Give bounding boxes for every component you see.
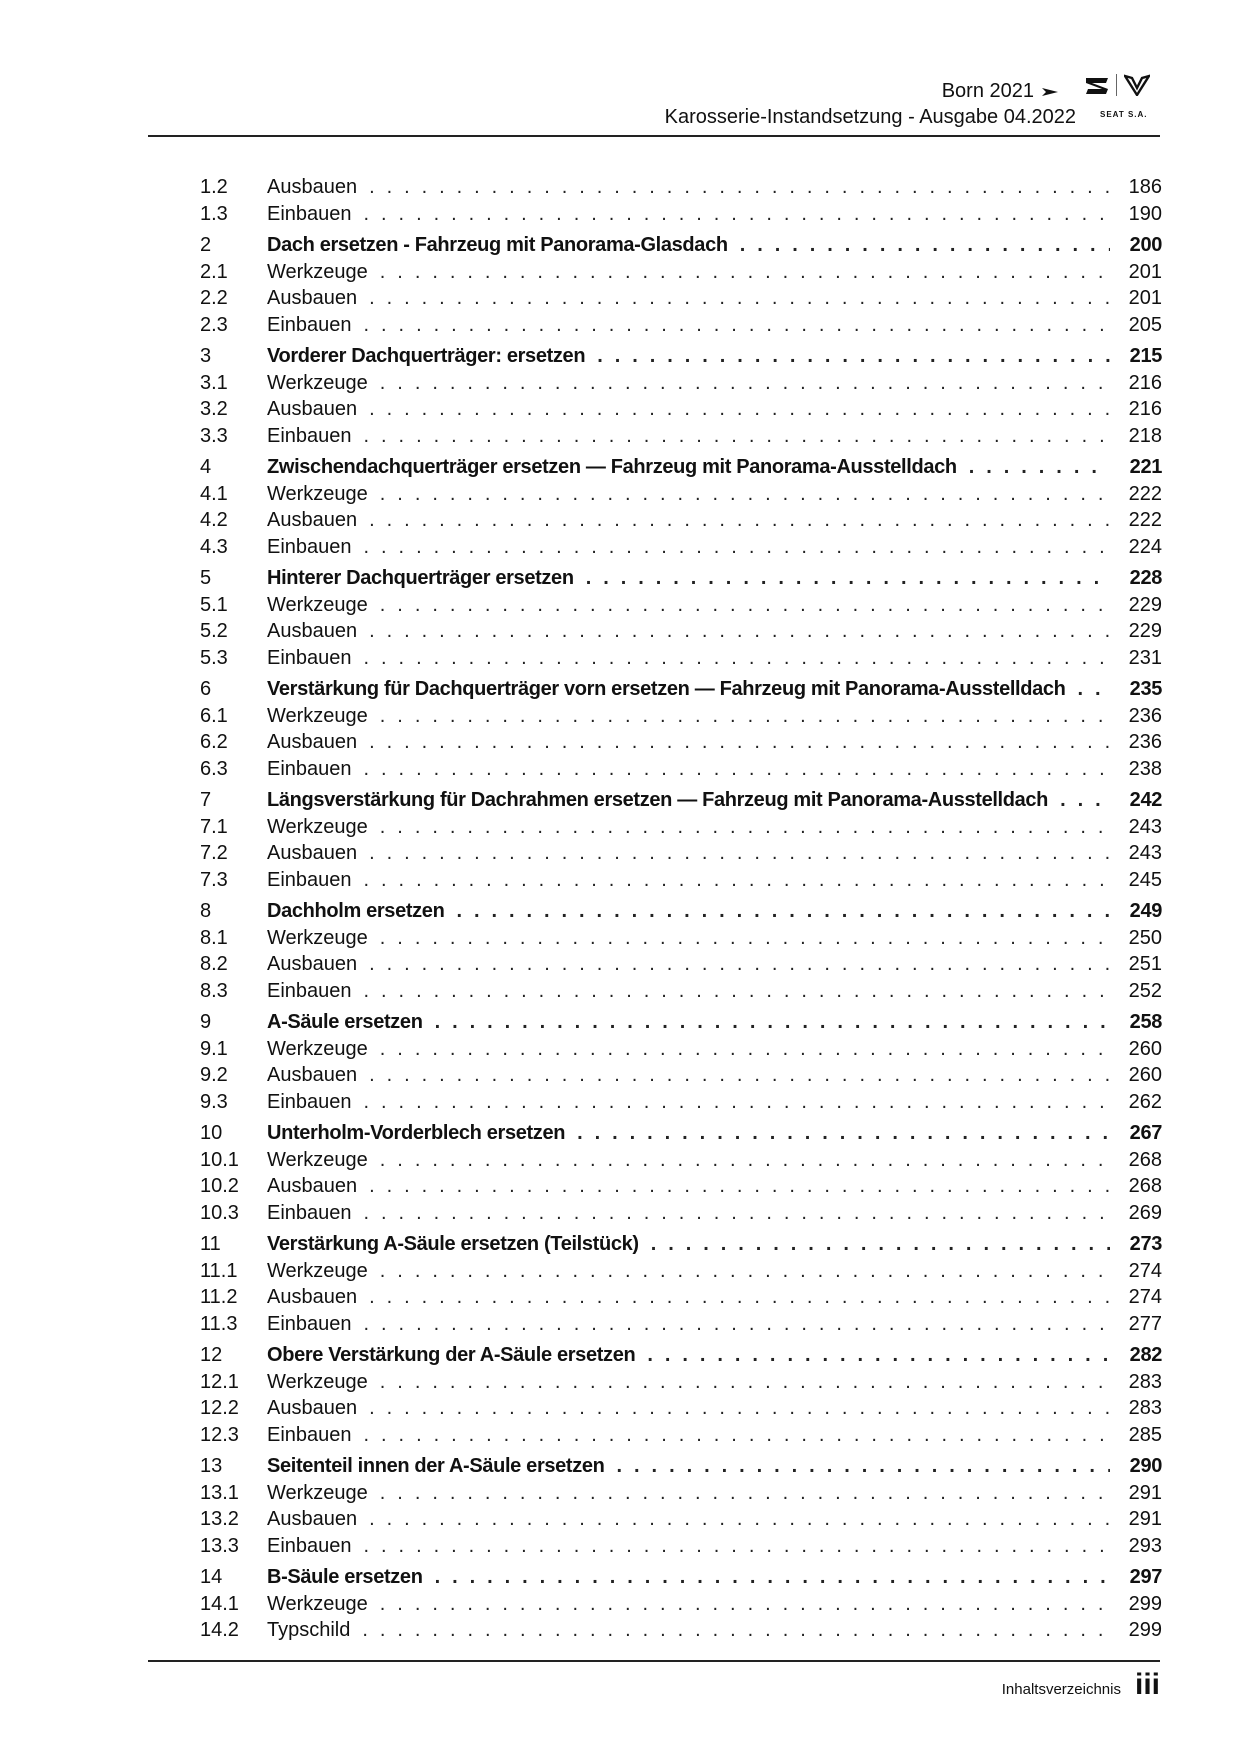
toc-number: 4 — [200, 456, 212, 478]
toc-entry-row[interactable] — [200, 645, 1162, 672]
toc-page-number: 291 — [1128, 1508, 1162, 1530]
toc-entry-row[interactable] — [200, 396, 1162, 423]
toc-chapter-row[interactable] — [200, 676, 1162, 703]
toc-title: Einbauen — [267, 979, 352, 1002]
toc-number: 9.2 — [200, 1064, 228, 1086]
toc-number: 13 — [200, 1455, 223, 1477]
toc-leader-dots — [364, 1089, 1110, 1116]
toc-number: 3.1 — [200, 371, 228, 394]
toc-page-number: 190 — [1128, 202, 1162, 225]
toc-leader-dots — [369, 840, 1110, 867]
toc-number: 14 — [200, 1566, 223, 1588]
toc-number: 5.2 — [200, 620, 228, 642]
toc-page-number: 243 — [1128, 842, 1162, 864]
toc-title: Einbauen — [267, 1423, 352, 1446]
cupra-logo-icon — [1124, 74, 1150, 96]
toc-title: Dachholm ersetzen — [267, 900, 445, 922]
toc-entry-row[interactable] — [200, 507, 1162, 534]
toc-leader-dots — [969, 454, 1110, 481]
toc-chapter-row[interactable] — [200, 343, 1162, 370]
page-header — [148, 70, 1160, 136]
toc-title: Ausbauen — [267, 509, 358, 531]
toc-chapter — [200, 1453, 1162, 1559]
toc-number: 4.3 — [200, 535, 228, 558]
toc-title: Einbauen — [267, 646, 352, 669]
toc-page-number: 201 — [1128, 287, 1162, 309]
toc-title: Einbauen — [267, 868, 352, 891]
toc-leader-dots — [364, 423, 1110, 450]
toc-title: Einbauen — [267, 1534, 352, 1557]
toc-chapter — [200, 174, 1162, 227]
toc-title: B-Säule ersetzen — [267, 1566, 423, 1588]
toc-leader-dots — [369, 1395, 1110, 1422]
toc-entry-row[interactable] — [200, 1591, 1162, 1618]
toc-leader-dots — [380, 370, 1110, 397]
toc-chapter — [200, 1564, 1162, 1644]
toc-title: Ausbauen — [267, 1286, 358, 1308]
toc-number: 6.3 — [200, 757, 228, 780]
toc-number: 14.1 — [200, 1592, 239, 1615]
toc-leader-dots — [369, 729, 1110, 756]
toc-leader-dots — [369, 1506, 1110, 1533]
header-manual-title: Karosserie-Instandsetzung - Ausgabe 04.2022 — [664, 106, 1076, 128]
toc-number: 10.3 — [200, 1201, 239, 1224]
toc-page-number: 228 — [1129, 567, 1162, 589]
toc-page-number: 221 — [1129, 456, 1162, 478]
toc-leader-dots — [369, 951, 1110, 978]
toc-leader-dots — [380, 1258, 1110, 1285]
toc-number: 8.3 — [200, 979, 228, 1002]
toc-page-number: 216 — [1128, 371, 1162, 394]
toc-number: 8.2 — [200, 953, 228, 975]
toc-chapter-row[interactable] — [200, 232, 1162, 259]
toc-chapter-row[interactable] — [200, 565, 1162, 592]
toc-title: Seitenteil innen der A-Säule ersetzen — [267, 1455, 605, 1477]
toc-title: Werkzeuge — [267, 704, 368, 727]
toc-title: Werkzeuge — [267, 926, 368, 949]
toc-leader-dots — [380, 814, 1110, 841]
toc-title: Werkzeuge — [267, 1370, 368, 1393]
toc-entry-row[interactable] — [200, 1311, 1162, 1338]
toc-title: Typschild — [267, 1619, 351, 1641]
toc-entry-row[interactable] — [200, 1173, 1162, 1200]
toc-title: Werkzeuge — [267, 815, 368, 838]
toc-page-number: 260 — [1128, 1037, 1162, 1060]
toc-leader-dots — [456, 898, 1110, 925]
toc-number: 9.1 — [200, 1037, 228, 1060]
toc-leader-dots — [364, 867, 1110, 894]
toc-page-number: 297 — [1129, 1566, 1162, 1588]
toc-title: Ausbauen — [267, 1175, 358, 1197]
toc-page-number: 242 — [1129, 789, 1162, 811]
toc-page-number: 299 — [1128, 1619, 1162, 1641]
toc-leader-dots — [577, 1120, 1110, 1147]
toc-entry-row[interactable] — [200, 1533, 1162, 1560]
toc-entry-row[interactable] — [200, 703, 1162, 730]
toc-chapter-row[interactable] — [200, 1564, 1162, 1591]
toc-chapter-row[interactable] — [200, 1342, 1162, 1369]
footer-page-number: iii — [1134, 1668, 1160, 1701]
toc-entry-row[interactable] — [200, 1395, 1162, 1422]
toc-leader-dots — [380, 925, 1110, 952]
toc-number: 13.3 — [200, 1534, 239, 1557]
toc-number: 7.1 — [200, 815, 228, 838]
toc-leader-dots — [369, 396, 1110, 423]
toc-number: 8.1 — [200, 926, 228, 949]
toc-number: 7.3 — [200, 868, 228, 891]
toc-page-number: 267 — [1129, 1122, 1162, 1144]
toc-title: Zwischendachquerträger ersetzen — Fahrzeug mit Panorama-Ausstelldach — [267, 456, 957, 478]
toc-number: 11 — [200, 1233, 221, 1255]
toc-entry-row[interactable] — [200, 370, 1162, 397]
toc-number: 6 — [200, 678, 212, 700]
toc-leader-dots — [380, 259, 1110, 286]
toc-leader-dots — [364, 534, 1110, 561]
toc-entry-row[interactable] — [200, 1147, 1162, 1174]
toc-page-number: 291 — [1128, 1481, 1162, 1504]
toc-number: 2 — [200, 234, 212, 256]
toc-number: 10 — [200, 1122, 223, 1144]
toc-chapter — [200, 565, 1162, 671]
toc-leader-dots — [369, 1284, 1110, 1311]
toc-entry-row[interactable] — [200, 756, 1162, 783]
toc-leader-dots — [435, 1009, 1110, 1036]
toc-number: 5.3 — [200, 646, 228, 669]
toc-title: A-Säule ersetzen — [267, 1011, 423, 1033]
toc-leader-dots — [369, 507, 1110, 534]
toc-page-number: 269 — [1128, 1201, 1162, 1224]
toc-title: Hinterer Dachquerträger ersetzen — [267, 567, 574, 589]
toc-entry-row[interactable] — [200, 618, 1162, 645]
toc-leader-dots — [647, 1342, 1110, 1369]
toc-entry-row[interactable] — [200, 201, 1162, 228]
toc-title: Werkzeuge — [267, 1037, 368, 1060]
toc-title: Werkzeuge — [267, 371, 368, 394]
toc-page-number: 200 — [1129, 234, 1162, 256]
toc-chapter — [200, 898, 1162, 1004]
footer-section-title: Inhaltsverzeichnis — [1001, 1681, 1121, 1698]
toc-title: Werkzeuge — [267, 1592, 368, 1615]
toc-page-number: 252 — [1128, 979, 1162, 1002]
toc-page-number: 231 — [1128, 646, 1162, 669]
toc-title: Einbauen — [267, 424, 352, 447]
toc-entry-row[interactable] — [200, 867, 1162, 894]
toc-number: 13.1 — [200, 1481, 239, 1504]
toc-title: Ausbauen — [267, 842, 358, 864]
toc-page-number: 236 — [1128, 731, 1162, 753]
toc-number: 6.2 — [200, 731, 228, 753]
brand-logos — [1080, 70, 1160, 134]
toc-page-number: 274 — [1128, 1286, 1162, 1308]
toc-page-number: 250 — [1128, 926, 1162, 949]
toc-number: 10.2 — [200, 1175, 239, 1197]
toc-page-number: 260 — [1128, 1064, 1162, 1086]
toc-number: 3.3 — [200, 424, 228, 447]
toc-number: 11.3 — [200, 1312, 238, 1335]
toc-title: Werkzeuge — [267, 482, 368, 505]
toc-entry-row[interactable] — [200, 951, 1162, 978]
toc-title: Einbauen — [267, 202, 352, 225]
toc-chapter — [200, 787, 1162, 893]
toc-chapter — [200, 454, 1162, 560]
toc-chapter — [200, 232, 1162, 338]
toc-number: 5 — [200, 567, 212, 589]
toc-chapter-row[interactable] — [200, 1231, 1162, 1258]
toc-title: Ausbauen — [267, 620, 358, 642]
toc-leader-dots — [364, 1200, 1110, 1227]
toc-number: 13.2 — [200, 1508, 239, 1530]
toc-page-number: 273 — [1129, 1233, 1162, 1255]
toc-leader-dots — [369, 285, 1110, 312]
toc-page-number: 282 — [1129, 1344, 1162, 1366]
toc-entry-row[interactable] — [200, 285, 1162, 312]
toc-title: Werkzeuge — [267, 1259, 368, 1282]
toc-title: Werkzeuge — [267, 593, 368, 616]
page-footer — [1002, 1668, 1160, 1702]
toc-page-number: 283 — [1128, 1370, 1162, 1393]
toc-title: Einbauen — [267, 1312, 352, 1335]
toc-page-number: 249 — [1129, 900, 1162, 922]
toc-leader-dots — [369, 1173, 1110, 1200]
toc-page-number: 201 — [1128, 260, 1162, 283]
toc-leader-dots — [369, 1062, 1110, 1089]
toc-title: Einbauen — [267, 1090, 352, 1113]
toc-number: 12 — [200, 1344, 223, 1366]
toc-leader-dots — [364, 756, 1110, 783]
toc-title: Ausbauen — [267, 731, 358, 753]
toc-number: 11.1 — [200, 1259, 238, 1282]
toc-number: 4.1 — [200, 482, 228, 505]
toc-page-number: 251 — [1128, 953, 1162, 975]
toc-entry-row[interactable] — [200, 423, 1162, 450]
footer-divider — [148, 1660, 1160, 1662]
toc-title: Unterholm-Vorderblech ersetzen — [267, 1122, 566, 1144]
toc-page-number: 245 — [1128, 868, 1162, 891]
brand-separator — [1116, 74, 1117, 96]
toc-page-number: 283 — [1128, 1397, 1162, 1419]
toc-leader-dots — [362, 1617, 1110, 1644]
toc-chapter — [200, 1231, 1162, 1337]
toc-leader-dots — [740, 232, 1110, 259]
toc-entry-row[interactable] — [200, 312, 1162, 339]
toc-number: 3.2 — [200, 398, 228, 420]
seat-logo-icon — [1084, 76, 1110, 96]
toc-chapter — [200, 676, 1162, 782]
toc-number: 12.2 — [200, 1397, 239, 1419]
toc-title: Vorderer Dachquerträger: ersetzen — [267, 345, 586, 367]
toc-title: Längsverstärkung für Dachrahmen ersetzen — Fahrzeug mit Panorama-Ausstelldach — [267, 789, 1049, 811]
toc-leader-dots — [435, 1564, 1110, 1591]
toc-entry-row[interactable] — [200, 1284, 1162, 1311]
toc-title: Ausbauen — [267, 1397, 358, 1419]
toc-leader-dots — [380, 481, 1110, 508]
toc-entry-row[interactable] — [200, 1506, 1162, 1533]
toc-leader-dots — [651, 1231, 1110, 1258]
toc-number: 12.3 — [200, 1423, 239, 1446]
header-model: Born 2021 — [941, 80, 1034, 102]
toc-entry-row[interactable] — [200, 925, 1162, 952]
toc-entry-row[interactable] — [200, 1062, 1162, 1089]
toc-number: 1.2 — [200, 176, 228, 198]
toc-page-number: 215 — [1129, 345, 1162, 367]
toc-page-number: 229 — [1128, 593, 1162, 616]
toc-page-number: 285 — [1128, 1423, 1162, 1446]
toc-entry-row[interactable] — [200, 592, 1162, 619]
toc-leader-dots — [369, 618, 1110, 645]
toc-chapter-row[interactable] — [200, 454, 1162, 481]
toc-page-number: 229 — [1128, 620, 1162, 642]
toc-title: Einbauen — [267, 313, 352, 336]
toc-title: Einbauen — [267, 535, 352, 558]
toc-entry-row[interactable] — [200, 1617, 1162, 1644]
toc-chapter-row[interactable] — [200, 1009, 1162, 1036]
toc-leader-dots — [1078, 676, 1110, 703]
toc-title: Verstärkung für Dachquerträger vorn ersetzen — Fahrzeug mit Panorama-Ausstelldach — [267, 678, 1066, 700]
toc-leader-dots — [380, 1369, 1110, 1396]
toc-number: 4.2 — [200, 509, 228, 531]
toc-title: Einbauen — [267, 1201, 352, 1224]
toc-entry-row[interactable] — [200, 1369, 1162, 1396]
toc-entry-row[interactable] — [200, 1258, 1162, 1285]
toc-title: Verstärkung A-Säule ersetzen (Teilstück) — [267, 1233, 639, 1255]
toc-leader-dots — [364, 201, 1110, 228]
toc-title: Obere Verstärkung der A-Säule ersetzen — [267, 1344, 636, 1366]
toc-chapter-row[interactable] — [200, 1453, 1162, 1480]
toc-entry-row[interactable] — [200, 481, 1162, 508]
toc-title: Werkzeuge — [267, 1481, 368, 1504]
toc-title: Einbauen — [267, 757, 352, 780]
toc-page-number: 186 — [1128, 176, 1162, 198]
toc-leader-dots — [380, 1147, 1110, 1174]
toc-number: 11.2 — [200, 1286, 238, 1308]
toc-page-number: 224 — [1128, 535, 1162, 558]
toc-chapter — [200, 1009, 1162, 1115]
header-model-line — [942, 80, 1060, 103]
toc-number: 8 — [200, 900, 212, 922]
toc-chapter-row[interactable] — [200, 898, 1162, 925]
toc-page-number: 290 — [1129, 1455, 1162, 1477]
toc-number: 10.1 — [200, 1148, 239, 1171]
toc-title: Ausbauen — [267, 176, 358, 198]
toc-page-number: 216 — [1128, 398, 1162, 420]
toc-title: Ausbauen — [267, 1064, 358, 1086]
toc-leader-dots — [364, 645, 1110, 672]
toc-leader-dots — [364, 312, 1110, 339]
toc-number: 14.2 — [200, 1619, 239, 1641]
toc-number: 2.1 — [200, 260, 228, 283]
toc-number: 1.3 — [200, 202, 228, 225]
toc-page-number: 262 — [1128, 1090, 1162, 1113]
toc-page-number: 222 — [1128, 509, 1162, 531]
toc-number: 5.1 — [200, 593, 228, 616]
toc-page-number: 277 — [1128, 1312, 1162, 1335]
toc-leader-dots — [586, 565, 1110, 592]
toc-entry-row[interactable] — [200, 814, 1162, 841]
toc-page-number: 243 — [1128, 815, 1162, 838]
toc-leader-dots — [369, 174, 1110, 201]
toc-number: 3 — [200, 345, 212, 367]
toc-page-number: 268 — [1128, 1148, 1162, 1171]
toc-title: Werkzeuge — [267, 260, 368, 283]
toc-entry-row[interactable] — [200, 729, 1162, 756]
toc-number: 9.3 — [200, 1090, 228, 1113]
toc-page-number: 268 — [1128, 1175, 1162, 1197]
toc-leader-dots — [380, 1036, 1110, 1063]
toc-entry-row[interactable] — [200, 534, 1162, 561]
toc-page-number: 222 — [1128, 482, 1162, 505]
toc-leader-dots — [380, 1480, 1110, 1507]
toc-entry-row[interactable] — [200, 259, 1162, 286]
toc-title: Werkzeuge — [267, 1148, 368, 1171]
toc-leader-dots — [364, 978, 1110, 1005]
toc-chapter-row[interactable] — [200, 1120, 1162, 1147]
toc-chapter — [200, 1342, 1162, 1448]
toc-page-number: 299 — [1128, 1592, 1162, 1615]
toc-title: Ausbauen — [267, 953, 358, 975]
toc-page-number: 218 — [1128, 424, 1162, 447]
toc-number: 7 — [200, 789, 212, 811]
toc-leader-dots — [597, 343, 1110, 370]
toc-chapter-row[interactable] — [200, 787, 1162, 814]
toc-page-number: 236 — [1128, 704, 1162, 727]
toc-number: 2.2 — [200, 287, 228, 309]
toc-leader-dots — [380, 1591, 1110, 1618]
toc-title: Ausbauen — [267, 1508, 358, 1530]
brand-caption: SEAT S.A. — [1100, 110, 1148, 119]
toc-leader-dots — [380, 592, 1110, 619]
toc-entry-row[interactable] — [200, 840, 1162, 867]
toc-title: Ausbauen — [267, 287, 358, 309]
toc-page-number: 274 — [1128, 1259, 1162, 1282]
toc-page-number: 205 — [1128, 313, 1162, 336]
toc-entry-row[interactable] — [200, 1200, 1162, 1227]
toc-entry-row[interactable] — [200, 1089, 1162, 1116]
toc-page-number: 258 — [1129, 1011, 1162, 1033]
toc-number: 12.1 — [200, 1370, 239, 1393]
toc-chapter — [200, 343, 1162, 449]
toc-leader-dots — [1060, 787, 1110, 814]
toc-entry-row[interactable] — [200, 978, 1162, 1005]
header-divider — [148, 135, 1160, 137]
toc-number: 2.3 — [200, 313, 228, 336]
toc-number: 7.2 — [200, 842, 228, 864]
toc-page-number: 235 — [1129, 678, 1162, 700]
toc-leader-dots — [364, 1422, 1110, 1449]
toc-leader-dots — [617, 1453, 1110, 1480]
toc-entry-row[interactable] — [200, 1422, 1162, 1449]
toc-entry-row[interactable] — [200, 1036, 1162, 1063]
toc-page-number: 238 — [1128, 757, 1162, 780]
toc-title: Ausbauen — [267, 398, 358, 420]
toc-leader-dots — [380, 703, 1110, 730]
toc-entry-row[interactable] — [200, 174, 1162, 201]
toc-leader-dots — [364, 1533, 1110, 1560]
table-of-contents — [200, 174, 1162, 1649]
toc-chapter — [200, 1120, 1162, 1226]
toc-entry-row[interactable] — [200, 1480, 1162, 1507]
toc-page-number: 293 — [1128, 1534, 1162, 1557]
toc-number: 9 — [200, 1011, 212, 1033]
toc-title: Dach ersetzen - Fahrzeug mit Panorama-Glasdach — [267, 234, 728, 256]
toc-leader-dots — [364, 1311, 1110, 1338]
arrow-right-icon — [1042, 86, 1060, 98]
toc-number: 6.1 — [200, 704, 228, 727]
